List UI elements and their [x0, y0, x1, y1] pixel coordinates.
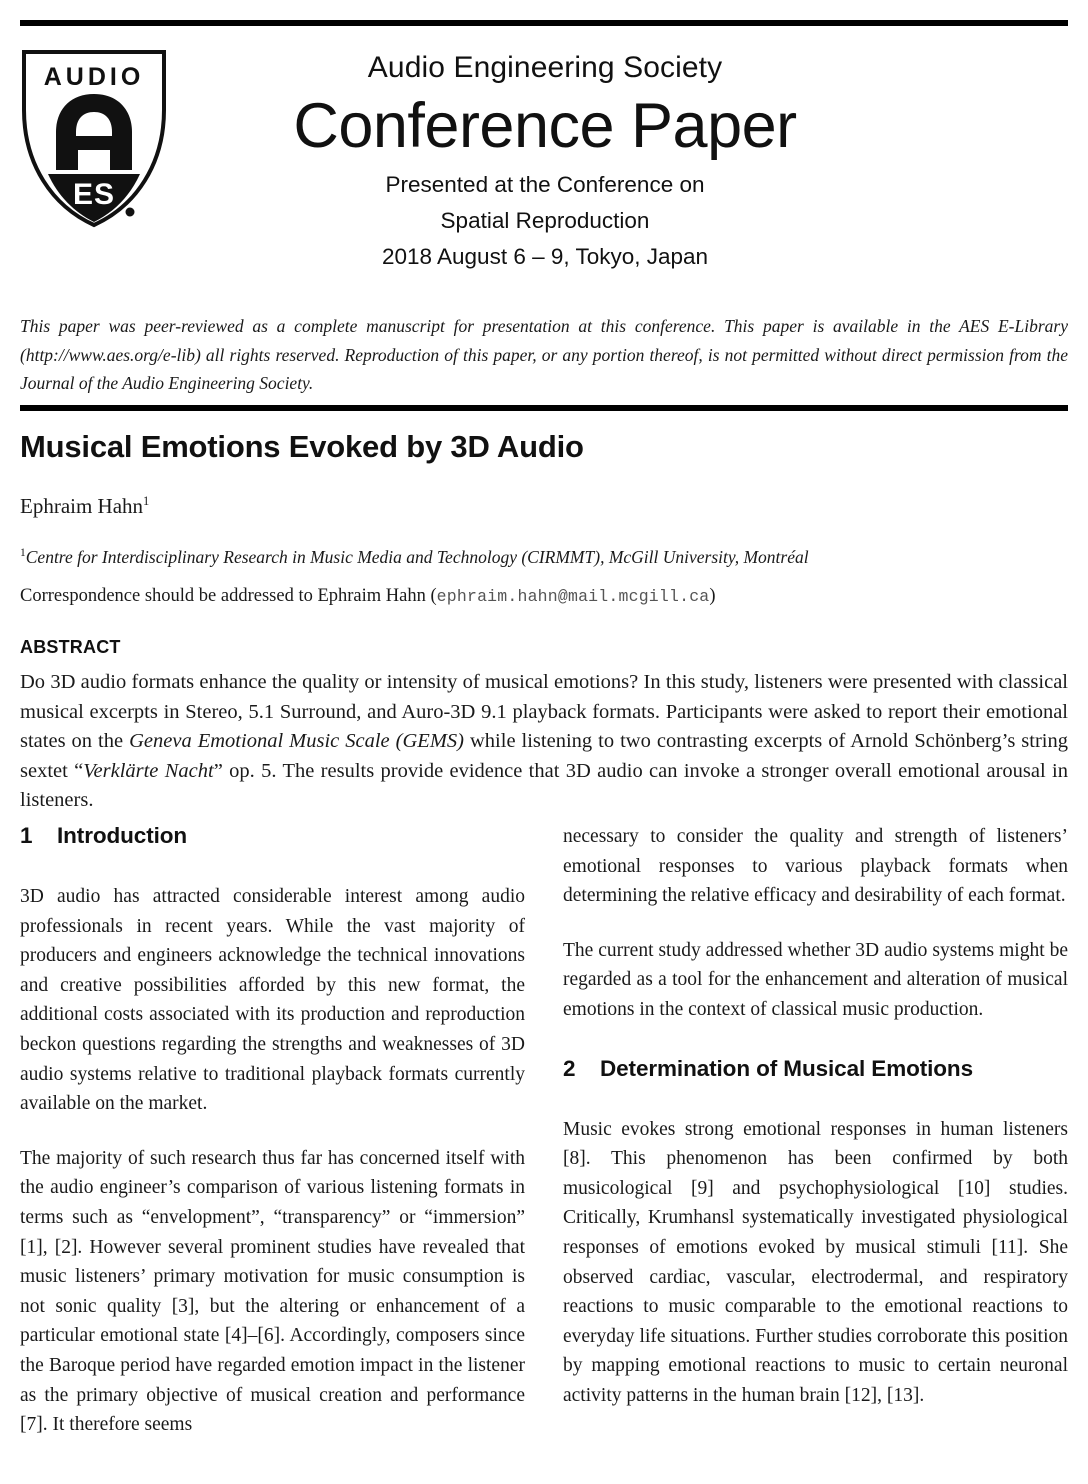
page-title: Musical Emotions Evoked by 3D Audio: [20, 429, 584, 464]
abstract-part-3: ” op. 5. The results provide evidence that 3D audio can invoke a stronger overall emotional arousal in listeners.: [20, 759, 1068, 811]
society-name: Audio Engineering Society: [367, 51, 723, 84]
presented-line-3: 2018 August 6 – 9, Tokyo, Japan: [381, 244, 709, 269]
correspondence-email[interactable]: ephraim.hahn@mail.mcgill.ca: [436, 587, 710, 606]
abstract-body: [20, 668, 1068, 816]
section-spacer-2: [563, 1083, 1068, 1115]
author-name: Ephraim Hahn: [20, 494, 144, 518]
left-column: [20, 822, 525, 1440]
paragraph-determination-1: Music evokes strong emotional responses in human listeners [8]. This phenomenon has been confirmed by both musicological [9] and psychophysiological [10] studies. Critically, Krumhansl systematically investigated physiological responses of emotions evoked by musical stimuli [11]. She observed cardiac, vascular, electrodermal, and respiratory reactions to music comparable to the emotional reactions to everyday life situations. Further studies corroborate this position by mapping emotional reactions to music to certain neuronal activity patterns in the human brain [12], [13].: [563, 1118, 1068, 1406]
document-type: Conference Paper: [293, 91, 797, 161]
abstract-heading: ABSTRACT: [20, 637, 121, 657]
header-rule-top: [20, 20, 1068, 26]
author-name-block: [20, 492, 149, 520]
header-rule-middle: [20, 405, 1068, 411]
paragraph-current-study: The current study addressed whether 3D audio systems might be regarded as a tool for the enhancement and alteration of musical emotions in the context of classical music production.: [563, 939, 1068, 1020]
abstract-italic-gems: Geneva Emotional Music Scale (GEMS): [129, 730, 464, 752]
paragraph-intro-continuation: necessary to consider the quality and strength of listeners’ emotional responses to various playback formats when determining the relative efficacy and desirability of each format.: [563, 826, 1068, 907]
copyright-notice: This paper was peer-reviewed as a complete manuscript for presentation at this conference. This paper is available in the AES E-Library (http://www.aes.org/e-lib) all rights reserved. Reproduction of this paper, or any portion thereof, is not permitted without direct permission from the Journal of the Audio Engineering Society.: [20, 316, 1068, 393]
section-title-1: Introduction: [57, 823, 188, 848]
correspondence-line: [20, 583, 1060, 610]
section-number-2: 2: [563, 1055, 576, 1081]
paragraph-intro-2: The majority of such research thus far has concerned itself with the audio engineer’s comparison of various listening formats in terms such as “envelopment”, “transparency” or “immersion” [1], [2]. However several prominent studies have revealed that music listeners’ primary motivation for music consumption is not sonic quality [3], but the altering or enhancement of a particular emotional state [4]–[6]. Accordingly, composers since the Baroque period have regarded emotion impact in the listener as the primary objective of musical creation and performance [7]. It therefore seems: [20, 1147, 525, 1436]
correspondence-lead: Correspondence should be addressed to Ephraim Hahn (: [20, 586, 437, 606]
section-heading-determination: [563, 1055, 1068, 1083]
correspondence-trail: ): [709, 586, 716, 606]
svg-text:ES: ES: [72, 178, 116, 211]
author-affiliation-marker: 1: [143, 494, 150, 508]
affiliation-line: [20, 545, 1060, 569]
abstract-part-1: Do 3D audio formats enhance the quality or intensity of musical emotions? In this study, listeners were presented with classical musical excerpts in Stereo, 5.1 Surround, and Auro-3D 9.1 playback formats. Participants were asked to report their emotional states on the: [20, 671, 1068, 752]
section-heading-introduction: [20, 822, 525, 850]
presented-line-2: Spatial Reproduction: [440, 208, 650, 233]
section-title-2: Determination of Musical Emotions: [600, 1055, 973, 1081]
abstract-part-2: while listening to two contrasting excerpts of Arnold Schönberg’s string sextet “: [20, 730, 1068, 782]
masthead-text-block: [180, 40, 910, 272]
section-number-1: 1: [20, 823, 33, 848]
section-spacer: [20, 850, 525, 882]
right-column: [563, 822, 1068, 1411]
svg-text:AUDIO: AUDIO: [43, 63, 145, 91]
affiliation-marker: 1: [20, 547, 26, 560]
affiliation-text: Centre for Interdisciplinary Research in Music Media and Technology (CIRMMT), McGill University, Montréal: [25, 547, 809, 567]
masthead: [0, 40, 1088, 295]
abstract-italic-verklarte: Verklärte Nacht: [83, 759, 214, 782]
paragraph-intro-1: 3D audio has attracted considerable interest among audio professionals in recent years. While the vast majority of producers and engineers acknowledge the technical innovations and creative possibilities afforded by this new format, the additional costs associated with its production and reproduction beckon questions regarding the strengths and weaknesses of 3D audio systems relative to traditional playback formats currently available on the market.: [20, 886, 525, 1115]
aes-shield-logo: [18, 46, 170, 231]
presented-line-1: Presented at the Conference on: [385, 172, 705, 197]
